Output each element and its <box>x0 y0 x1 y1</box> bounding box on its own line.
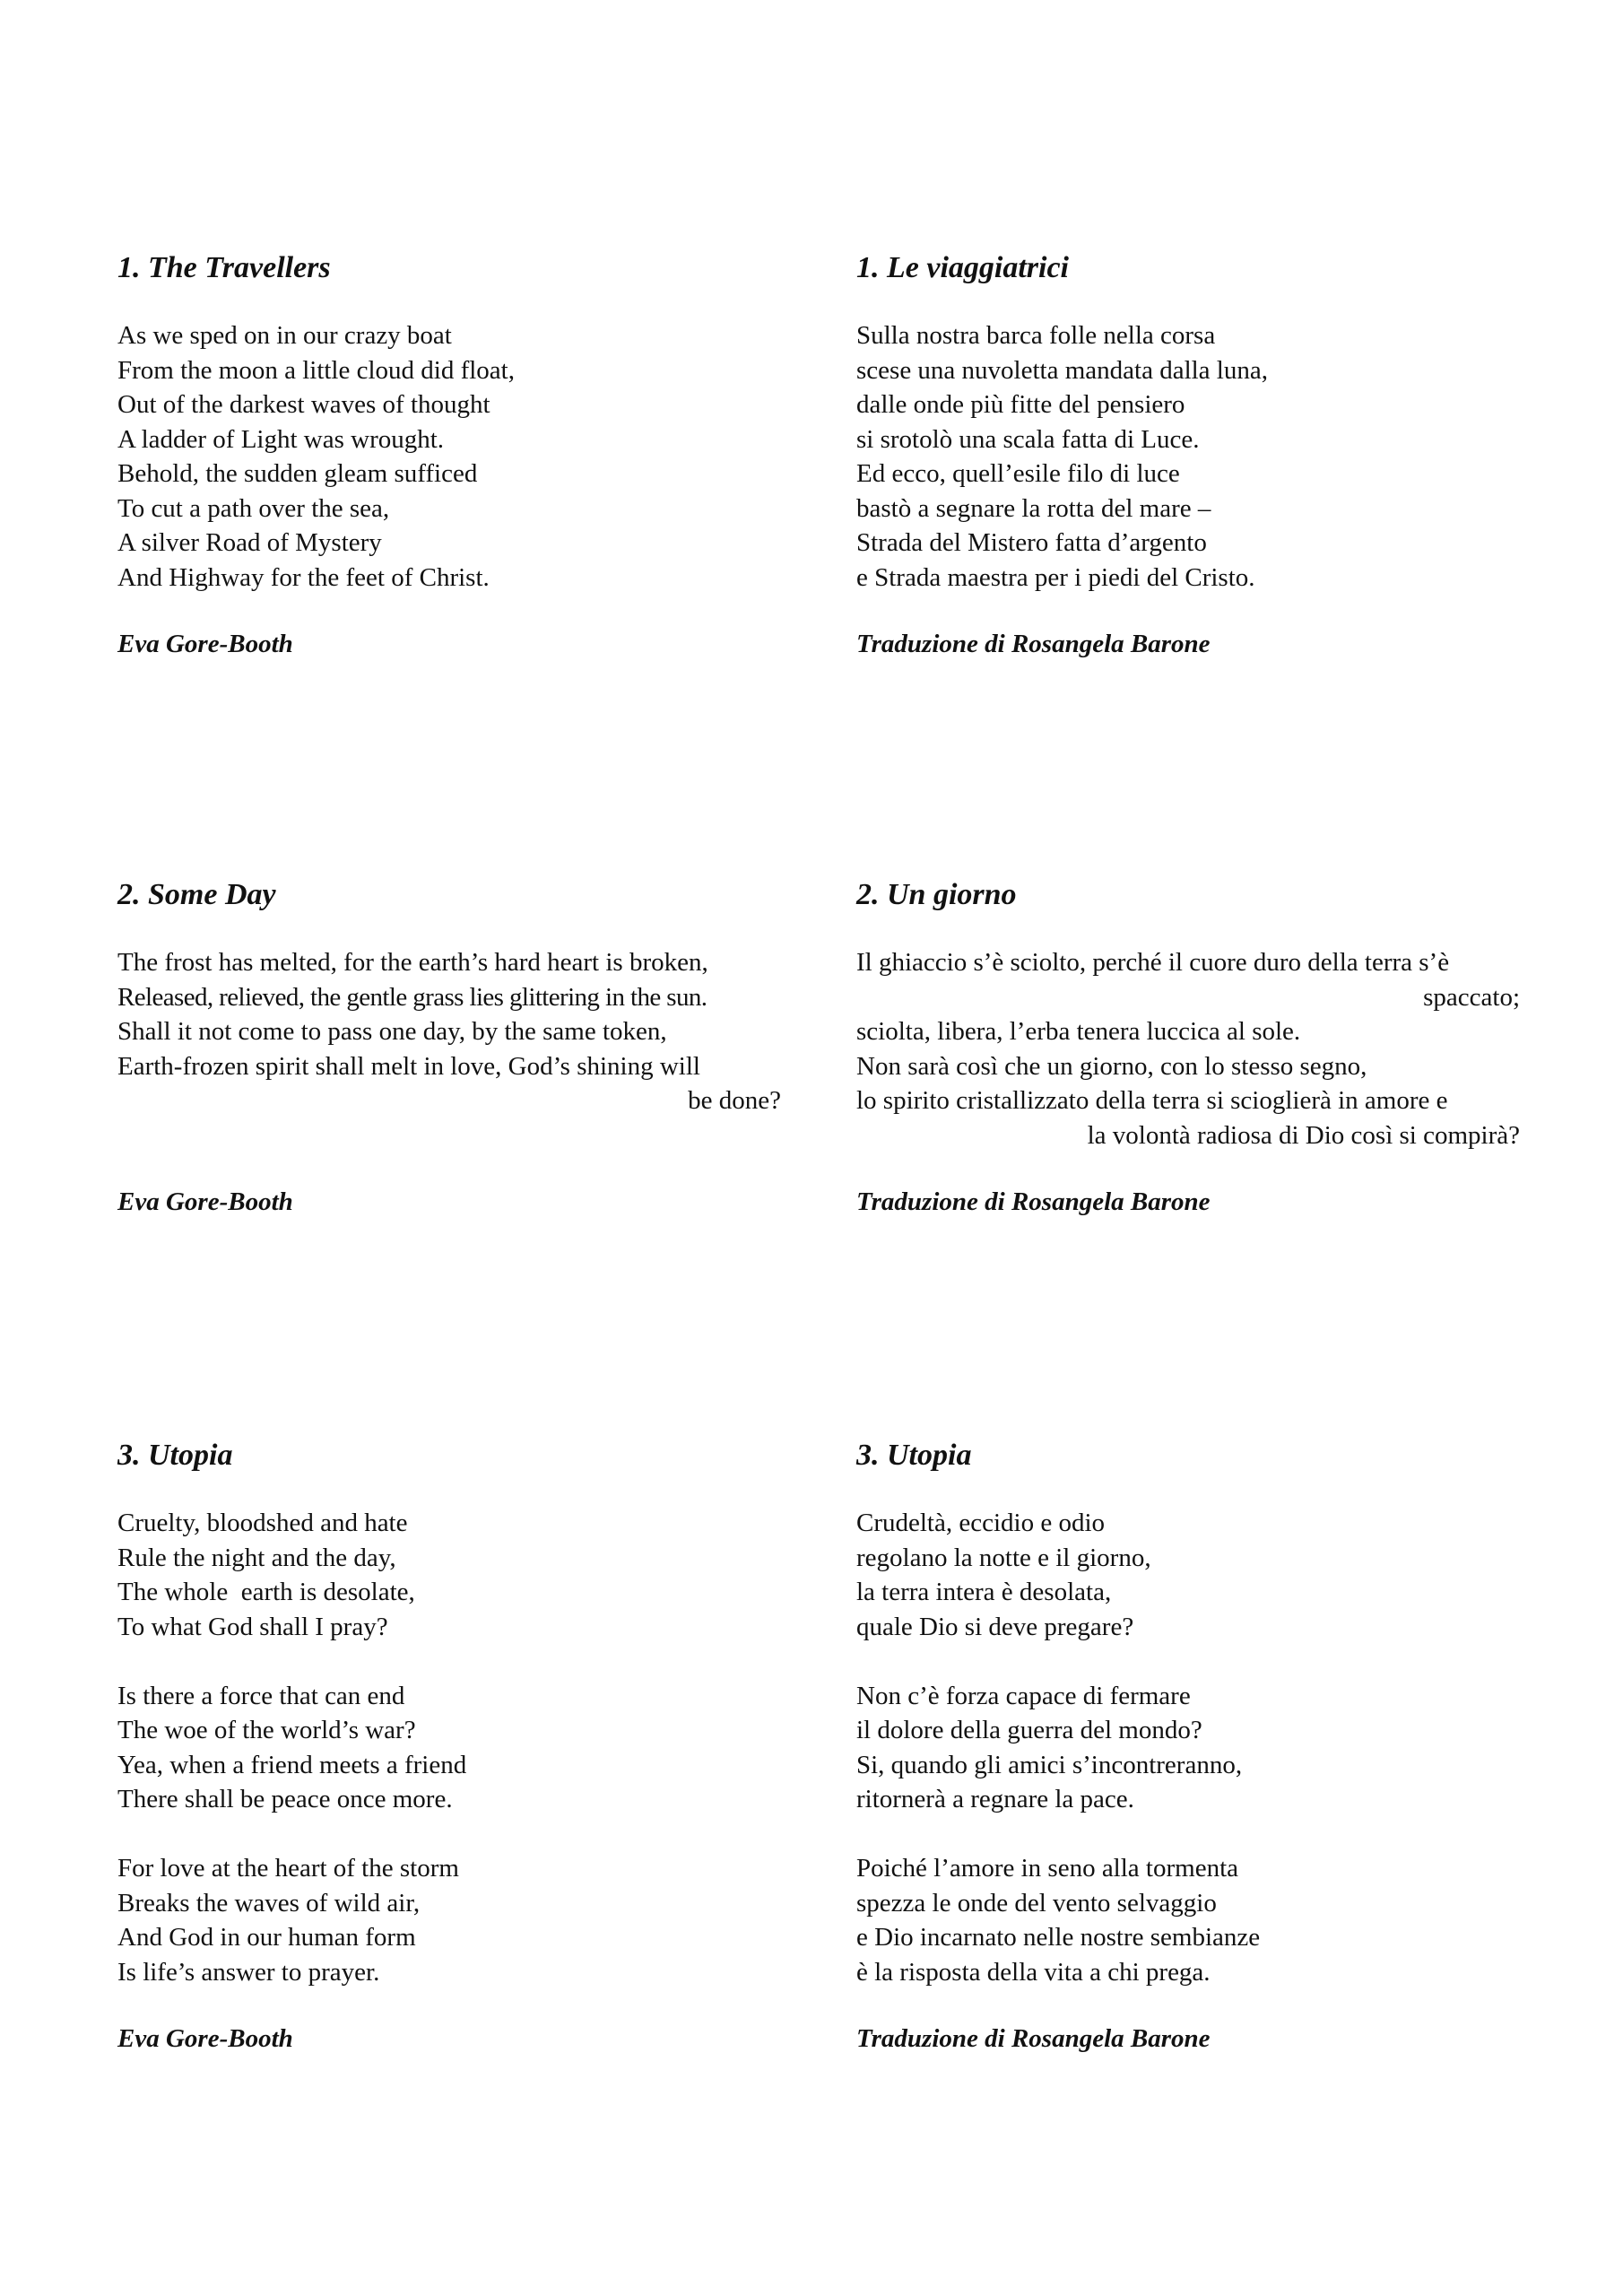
verse-line: To cut a path over the sea, <box>117 493 390 523</box>
verse-line: il dolore della guerra del mondo? <box>856 1716 1202 1744</box>
verse-line: For love at the heart of the storm <box>117 1854 459 1883</box>
verse-line: Out of the darkest waves of thought <box>117 390 490 419</box>
poem-title: 1. Le viaggiatrici <box>856 251 1070 284</box>
translator-credit: Traduzione di Rosangela Barone <box>856 2024 1211 2053</box>
verse-line: And God in our human form <box>117 1923 416 1952</box>
verse-line: Rule the night and the day, <box>117 1543 396 1572</box>
poem-title: 3. Utopia <box>856 1439 972 1472</box>
verse-line: ritornerà a regnare la pace. <box>856 1785 1134 1813</box>
poem-title: 2. Un giorno <box>856 878 1017 911</box>
verse-line: spezza le onde del vento selvaggio <box>856 1888 1217 1918</box>
verse-line: The whole earth is desolate, <box>117 1578 415 1606</box>
translator-credit: Traduzione di Rosangela Barone <box>856 630 1211 658</box>
stanza <box>856 1679 1520 1817</box>
verse-line: è la risposta della vita a chi prega. <box>856 1957 1211 1987</box>
verse-line: And Highway for the feet of Christ. <box>117 562 490 592</box>
translator-credit: Traduzione di Rosangela Barone <box>856 1187 1211 1216</box>
verse-line: Is there a force that can end <box>117 1681 405 1710</box>
verse-line: Earth-frozen spirit shall melt in love, God’s shining will <box>117 1051 700 1081</box>
verse-line: A silver Road of Mystery <box>117 528 382 557</box>
verse-line: Shall it not come to pass one day, by the same token, <box>117 1017 667 1046</box>
verse-line: si srotolò una scala fatta di Luce. <box>856 424 1200 454</box>
poem-author: Eva Gore-Booth <box>117 630 293 658</box>
verse-line: Non sarà così che un giorno, con lo stesso segno, <box>856 1051 1367 1081</box>
verse-line: Si, quando gli amici s’incontreranno, <box>856 1750 1243 1779</box>
verse-line: la terra intera è desolata, <box>856 1578 1112 1606</box>
stanza <box>856 945 1520 1152</box>
verse-line: quale Dio si deve pregare? <box>856 1612 1134 1641</box>
stanza <box>856 1506 1520 1644</box>
verse-line: The frost has melted, for the earth’s hard heart is broken, <box>117 948 708 977</box>
verse-line: bastò a segnare la rotta del mare – <box>856 493 1211 523</box>
verse-line: scese una nuvoletta mandata dalla luna, <box>856 355 1268 385</box>
poem-1-italian <box>856 250 1538 661</box>
verse-line: As we sped on in our crazy boat <box>117 321 452 350</box>
verse-line: Is life’s answer to prayer. <box>117 1957 380 1987</box>
verse-line: Behold, the sudden gleam sufficed <box>117 459 478 488</box>
poem-title: 3. Utopia <box>117 1439 233 1472</box>
stanza <box>117 945 781 1118</box>
verse-line: To what God shall I pray? <box>117 1612 388 1641</box>
verse-line: e Dio incarnato nelle nostre sembianze <box>856 1923 1261 1952</box>
verse-line: regolano la notte e il giorno, <box>856 1543 1151 1572</box>
verse-line: dalle onde più fitte del pensiero <box>856 390 1185 419</box>
verse-line: Il ghiaccio s’è sciolto, perché il cuore duro della terra s’è <box>856 948 1450 977</box>
poem-3-italian <box>856 1438 1538 2056</box>
verse-line: There shall be peace once more. <box>117 1785 453 1813</box>
verse-line: A ladder of Light was wrought. <box>117 424 445 454</box>
poem-2-english <box>117 877 799 1219</box>
verse-line-continuation: la volontà radiosa di Dio così si compirà? <box>1087 1120 1520 1150</box>
poem-title: 2. Some Day <box>117 878 276 911</box>
stanza <box>117 318 781 595</box>
stanza <box>117 1851 781 1989</box>
verse-line: Released, relieved, the gentle grass lies glittering in the sun. <box>117 982 707 1012</box>
poem-1-english <box>117 250 799 661</box>
verse-line: Breaks the waves of wild air, <box>117 1888 421 1918</box>
poem-author: Eva Gore-Booth <box>117 1187 293 1216</box>
verse-line: e Strada maestra per i piedi del Cristo. <box>856 562 1255 592</box>
stanza <box>117 1679 781 1817</box>
verse-line: The woe of the world’s war? <box>117 1716 416 1744</box>
poem-2-italian <box>856 877 1538 1219</box>
verse-line: Strada del Mistero fatta d’argento <box>856 528 1207 557</box>
verse-line: Crudeltà, eccidio e odio <box>856 1509 1106 1537</box>
verse-line-continuation: spaccato; <box>1423 982 1520 1012</box>
verse-line: Poiché l’amore in seno alla tormenta <box>856 1854 1238 1883</box>
stanza <box>117 1506 781 1644</box>
stanza <box>856 1851 1520 1989</box>
verse-line: Sulla nostra barca folle nella corsa <box>856 321 1216 350</box>
stanza <box>856 318 1520 595</box>
poem-3-english <box>117 1438 799 2056</box>
verse-line: lo spirito cristallizzato della terra si scioglierà in amore e <box>856 1086 1448 1115</box>
verse-line: sciolta, libera, l’erba tenera luccica al sole. <box>856 1017 1301 1046</box>
verse-line: Yea, when a friend meets a friend <box>117 1750 467 1779</box>
poem-title: 1. The Travellers <box>117 251 331 284</box>
verse-line: From the moon a little cloud did float, <box>117 355 515 385</box>
verse-line: Ed ecco, quell’esile filo di luce <box>856 459 1180 488</box>
verse-line: Non c’è forza capace di fermare <box>856 1681 1191 1710</box>
verse-line: Cruelty, bloodshed and hate <box>117 1509 408 1537</box>
verse-line-continuation: be done? <box>688 1086 781 1115</box>
poem-author: Eva Gore-Booth <box>117 2024 293 2053</box>
